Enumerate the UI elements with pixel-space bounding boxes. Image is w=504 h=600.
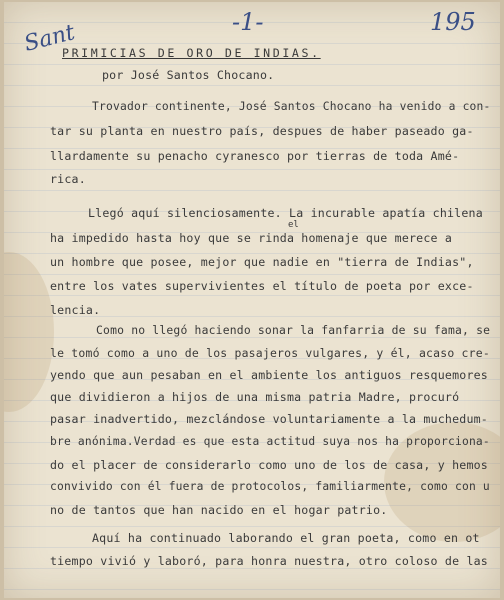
text-line: Trovador continente, José Santos Chocano ha venido a con- xyxy=(92,100,491,113)
text-line: do el placer de considerarlo como uno de los de casa, y hemos xyxy=(50,458,488,472)
typewritten-page xyxy=(4,2,500,598)
inserted-word: el xyxy=(288,220,299,230)
paper-stain xyxy=(4,252,54,412)
text-line: entre los vates supervivientes el título de poeta por exce- xyxy=(50,279,474,293)
handwritten-folio-number: 195 xyxy=(430,8,476,36)
text-line: que dividieron a hijos de una misma patria Madre, procuró xyxy=(50,390,460,404)
text-line: Llegó aquí silenciosamente. La incurable apatía chilena xyxy=(88,206,483,220)
text-line: yendo que aun pesaban en el ambiente los antiguos resquemores xyxy=(50,368,488,382)
document-byline: por José Santos Chocano. xyxy=(102,68,275,82)
text-line: Como no llegó haciendo sonar la fanfarria de su fama, se xyxy=(96,323,491,337)
text-line: no de tantos que han nacido en el hogar patrio. xyxy=(50,503,388,517)
text-line: llardamente su penacho cyranesco por tierras de toda Amé- xyxy=(50,149,460,163)
text-line: Aquí ha continuado laborando el gran poeta, como en ot xyxy=(92,531,480,545)
text-line: convivido con él fuera de protocolos, familiarmente, como con u xyxy=(50,480,490,493)
handwritten-page-marker: -1- xyxy=(232,8,264,36)
text-line: tar su planta en nuestro país, despues de haber paseado ga- xyxy=(50,124,474,138)
text-line: rica. xyxy=(50,172,86,186)
text-line: un hombre que posee, mejor que nadie en "tierra de Indias", xyxy=(50,255,474,269)
handwritten-note-sant: Sant xyxy=(21,20,78,57)
text-line: bre anónima.Verdad es que esta actitud suya nos ha proporciona- xyxy=(50,435,490,448)
text-line: lencia. xyxy=(50,303,101,317)
text-line: le tomó como a uno de los pasajeros vulgares, y él, acaso cre- xyxy=(50,346,490,360)
text-line: ha impedido hasta hoy que se rinda homenaje que merece a xyxy=(50,231,453,245)
text-line: pasar inadvertido, mezclándose voluntariamente a la muchedum- xyxy=(50,412,488,426)
document-title: PRIMICIAS DE ORO DE INDIAS. xyxy=(62,46,321,60)
text-line: tiempo vivió y laboró, para honra nuestra, otro coloso de las xyxy=(50,554,488,568)
